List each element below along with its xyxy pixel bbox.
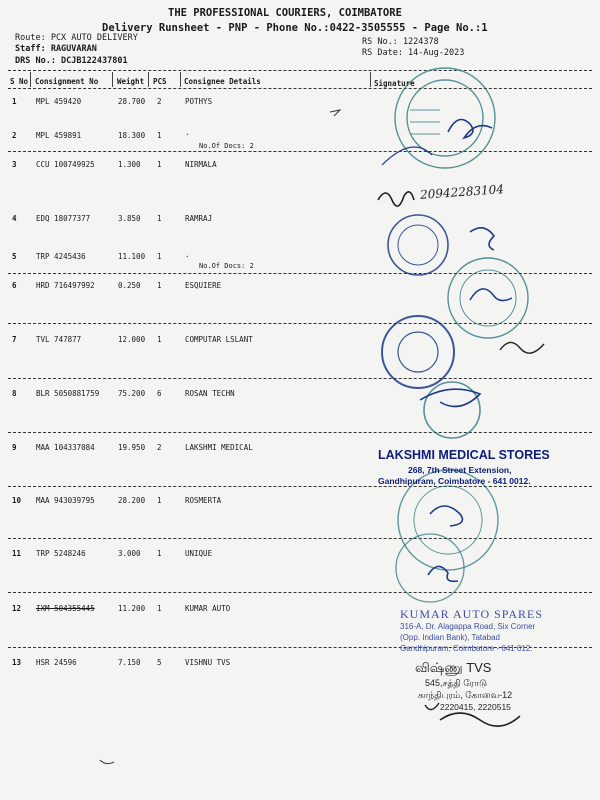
row-consignee: ROSAN TECHN [185,389,235,398]
col-sno: S No [10,77,29,86]
row-sno: 11 [12,549,22,558]
kumar-stamp-name: KUMAR AUTO SPARES [400,607,544,621]
col-consignee: Consignee Details [184,77,261,86]
row-consignment: MAA 943039795 [36,496,95,505]
row-pcs: 1 [157,496,162,505]
row-weight: 1.300 [118,160,141,169]
row-pcs: 1 [157,604,162,613]
vishnu-stamp-address: 545,சத்தி ரோடு [425,678,488,688]
rs-no-label: RS No.: 1224378 [362,37,439,47]
vishnu-stamp-name: விஷ்ணு TVS [415,660,492,675]
row-pcs: 1 [157,160,162,169]
row-weight: 11.100 [118,252,146,261]
row-consignee: . [185,250,190,259]
row-sno: 7 [12,335,17,344]
col-consignment: Consignment No [35,77,99,86]
row-sno: 6 [12,281,17,290]
row-consignee: NIRMALA [185,160,217,169]
col-signature: Signature [374,79,415,88]
row-weight: 0.250 [118,281,141,290]
row-consignment: BLR 5050881759 [36,389,100,398]
row-consignment: EDQ 18077377 [36,214,91,223]
kumar-stamp-address: 316-A, Dr. Alagappa Road, Six Corner [400,622,536,631]
row-consignee: . [185,128,190,137]
row-consignment: TRP 4245436 [36,252,86,261]
row-pcs: 1 [157,252,162,261]
row-consignee: ROSMERTA [185,496,222,505]
row-sno: 13 [12,658,22,667]
kumar-stamp-address: (Opp. Indian Bank), Tatabad [400,633,500,642]
row-weight: 12.000 [118,335,146,344]
row-consignment: TVL 747877 [36,335,82,344]
row-pcs: 1 [157,281,162,290]
row-consignment: HRD 716497992 [36,281,95,290]
staff-label: Staff: RAGUVARAN [15,44,97,54]
vishnu-stamp-phone: 2220415, 2220515 [440,702,511,712]
row-consignee: RAMRAJ [185,214,213,223]
lakshmi-stamp-address: Gandhipuram, Coimbatore - 641 0012. [378,476,531,486]
row-consignee: UNIQUE [185,549,213,558]
row-note: No.Of Docs: 2 [199,142,254,150]
company-title: THE PROFESSIONAL COURIERS, COIMBATORE [168,7,402,19]
row-sno: 2 [12,131,17,140]
row-weight: 7.150 [118,658,141,667]
row-consignee: LAKSHMI MEDICAL [185,443,253,452]
row-weight: 3.850 [118,214,141,223]
row-pcs: 1 [157,131,162,140]
handwritten-number: 20942283104 [419,182,505,202]
rs-date-label: RS Date: 14-Aug-2023 [362,48,465,58]
row-pcs: 6 [157,389,162,398]
row-sno: 3 [12,160,17,169]
row-sno: 10 [12,496,22,505]
row-consignment: MAA 104337084 [36,443,95,452]
row-consignment: IXM 504355445 [36,604,95,613]
row-weight: 11.200 [118,604,146,613]
row-pcs: 5 [157,658,162,667]
row-consignment: MPL 459891 [36,131,82,140]
runsheet-title: Delivery Runsheet - PNP - Phone No.:0422-3505555 - Page No.:1 [102,22,488,34]
row-sno: 4 [12,214,17,223]
row-pcs: 2 [157,97,162,106]
row-weight: 18.300 [118,131,146,140]
lakshmi-stamp-address: 268, 7th Street Extension, [408,465,512,475]
row-consignee: ESQUIERE [185,281,222,290]
lakshmi-stamp-name: LAKSHMI MEDICAL STORES [378,448,550,462]
row-consignment: TRP 5248246 [36,549,86,558]
row-note: No.Of Docs: 2 [199,262,254,270]
row-pcs: 1 [157,335,162,344]
row-consignment: MPL 459420 [36,97,82,106]
row-pcs: 1 [157,549,162,558]
row-weight: 28.700 [118,97,146,106]
row-consignment: CCU 100749925 [36,160,95,169]
row-weight: 19.950 [118,443,146,452]
row-weight: 28.200 [118,496,146,505]
kumar-stamp-address: Gandhipuram, Coimbatore - 641 012. [400,644,533,653]
row-consignee: VISHNU TVS [185,658,231,667]
row-sno: 8 [12,389,17,398]
row-sno: 5 [12,252,17,261]
row-weight: 75.200 [118,389,146,398]
row-pcs: 2 [157,443,162,452]
vishnu-stamp-address: காந்திபுரம், கோவை-12 [418,690,513,700]
row-consignee: POTHYS [185,97,213,106]
row-sno: 12 [12,604,22,613]
col-weight: Weight [117,77,145,86]
row-consignee: COMPUTAR LSLANT [185,335,253,344]
row-sno: 1 [12,97,17,106]
col-pcs: PCS [153,77,167,86]
row-weight: 3.000 [118,549,141,558]
route-label: Route: PCX AUTO DELIVERY [15,33,138,43]
row-pcs: 1 [157,214,162,223]
row-consignee: KUMAR AUTO [185,604,231,613]
row-sno: 9 [12,443,17,452]
row-consignment: HSR 24596 [36,658,77,667]
drs-label: DRS No.: DCJB122437801 [15,56,128,66]
